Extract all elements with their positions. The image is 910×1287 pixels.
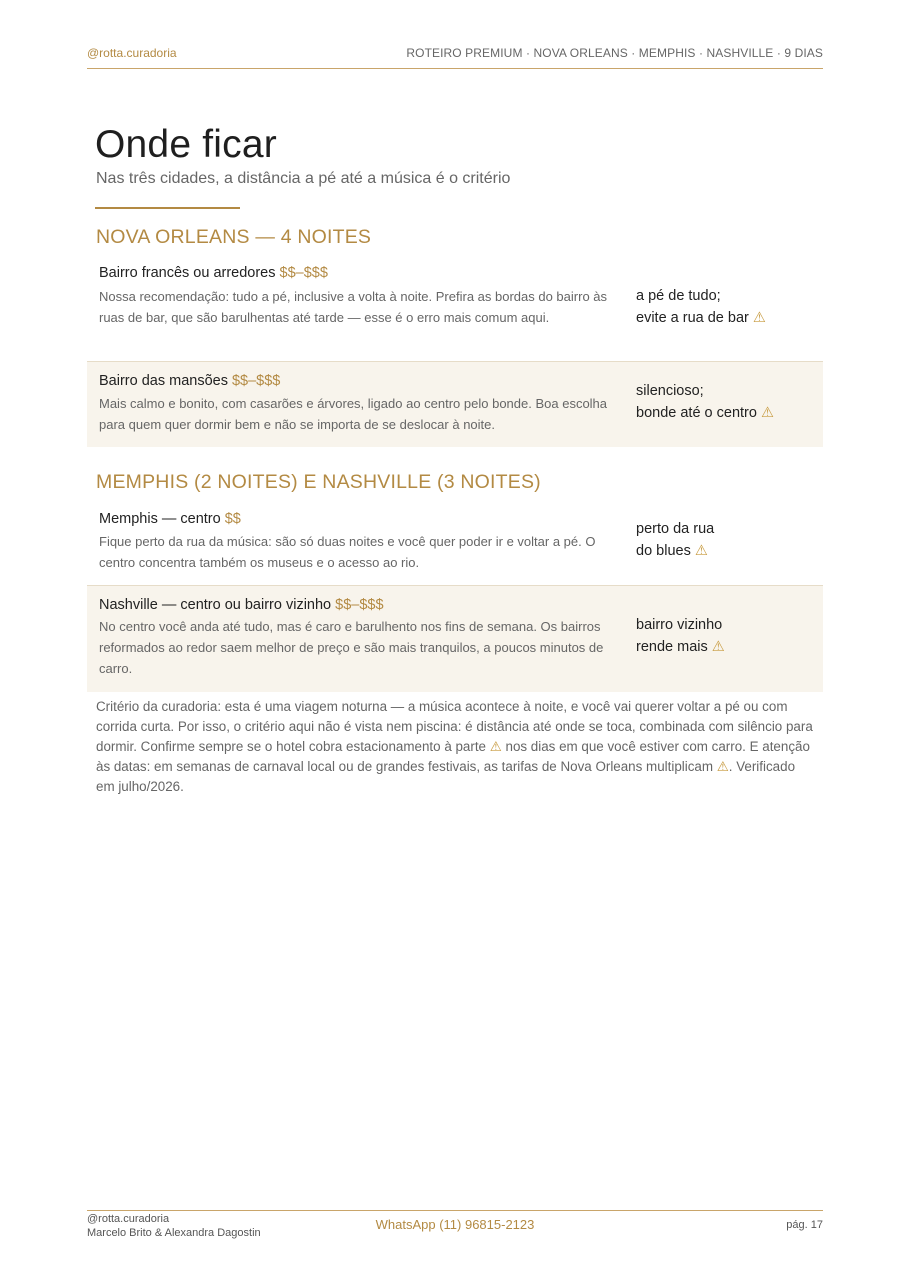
lodging-note-line xyxy=(636,541,714,563)
section-heading-nova-orleans: NOVA ORLEANS — 4 NOITES xyxy=(96,226,372,248)
lodging-card xyxy=(87,586,823,692)
lodging-name-text: Bairro francês ou arredores xyxy=(99,265,276,281)
lodging-description: Fique perto da rua da música: são só duas noites e você quer poder ir e voltar a pé. O centro concentra também os museus e o acesso ao rio. xyxy=(99,534,596,570)
lodging-note-line xyxy=(636,637,725,659)
lodging-description: Nossa recomendação: tudo a pé, inclusive a volta à noite. Prefira as bordas do bairro às ruas de bar, que são barulhentas até tarde — esse é o erro mais comum aqui. xyxy=(99,289,608,325)
lodging-name xyxy=(99,373,280,389)
criteria-text: . Verificado em julho/2026. xyxy=(96,759,796,794)
page-title: Onde ficar xyxy=(95,123,277,166)
title-underline xyxy=(95,207,240,209)
price-range: $$–$$$ xyxy=(335,597,384,613)
warning-icon: ⚠ xyxy=(694,542,708,559)
lodging-name-text: Memphis — centro xyxy=(99,511,221,527)
warning-icon: ⚠ xyxy=(711,638,725,655)
lodging-name-text: Nashville — centro ou bairro vizinho xyxy=(99,597,332,613)
lodging-note-line: a pé de tudo; xyxy=(636,288,721,304)
lodging-name xyxy=(99,511,241,527)
lodging-note xyxy=(636,286,766,329)
lodging-note-text: evite a rua de bar xyxy=(636,309,749,326)
lodging-note-line xyxy=(636,403,774,425)
footer-handle: @rotta.curadoria xyxy=(87,1213,170,1225)
footer-whatsapp-contact: WhatsApp (11) 96815-2123 xyxy=(375,1217,535,1232)
price-range: $$ xyxy=(224,511,241,527)
lodging-name-text: Bairro das mansões xyxy=(99,373,228,389)
warning-icon: ⚠ xyxy=(760,404,774,421)
lodging-card xyxy=(87,258,823,362)
lodging-card xyxy=(87,503,823,586)
lodging-description: No centro você anda até tudo, mas é caro e barulhento nos fins de semana. Os bairros reformados ao redor saem melhor de preço e são mais tranquilos, a poucos minutos de carro. xyxy=(99,619,604,676)
lodging-note-text: do blues xyxy=(636,542,691,559)
lodging-note xyxy=(636,381,774,424)
warning-icon: ⚠ xyxy=(752,309,766,326)
footer-divider xyxy=(87,1210,823,1211)
lodging-note-line: silencioso; xyxy=(636,383,704,399)
footer-authors: Marcelo Brito & Alexandra Dagostin xyxy=(87,1226,261,1239)
criteria-text: nos dias em que você estiver com carro. E atenção às datas: em semanas de carnaval local ou de grandes festivais, as tarifas de Nova Orleans multiplicam xyxy=(96,739,810,774)
lodging-note-text: rende mais xyxy=(636,638,708,655)
lodging-note-line: bairro vizinho xyxy=(636,617,723,633)
lodging-name xyxy=(99,597,384,613)
criteria-text: Critério da curadoria: esta é uma viagem noturna — a música acontece à noite, e você vai querer voltar a pé ou com corrida curta. Por isso, o critério aqui não é vista nem piscina: é distância até onde se toca, combinada com silêncio para dormir. Confirme sempre se o hotel cobra estacionamento à parte xyxy=(96,699,813,754)
lodging-description: Mais calmo e bonito, com casarões e árvores, ligado ao centro pelo bonde. Boa escolha para quem quer dormir bem e não se importa de se deslocar à noite. xyxy=(99,396,608,432)
lodging-note-text: bonde até o centro xyxy=(636,404,757,421)
page-subtitle: Nas três cidades, a distância a pé até a música é o critério xyxy=(96,170,511,187)
lodging-note-line: perto da rua xyxy=(636,521,715,537)
lodging-note xyxy=(636,615,725,658)
lodging-note xyxy=(636,519,714,562)
warning-icon: ⚠ xyxy=(716,759,729,774)
curation-criteria-paragraph xyxy=(96,697,814,797)
price-range: $$–$$$ xyxy=(279,265,328,281)
warning-icon: ⚠ xyxy=(489,739,502,754)
header-brand: @rotta.curadoria xyxy=(87,46,177,60)
running-header xyxy=(87,46,823,69)
price-range: $$–$$$ xyxy=(231,373,281,389)
lodging-card xyxy=(87,362,823,447)
lodging-note-line xyxy=(636,308,766,330)
header-running-title: ROTEIRO PREMIUM · NOVA ORLEANS · MEMPHIS · NASHVILLE · 9 DIAS xyxy=(406,46,823,60)
section-heading-memphis-nashville: MEMPHIS (2 NOITES) E NASHVILLE (3 NOITES) xyxy=(96,471,541,493)
lodging-name xyxy=(99,265,328,281)
footer-page-number: pág. 17 xyxy=(786,1219,823,1231)
